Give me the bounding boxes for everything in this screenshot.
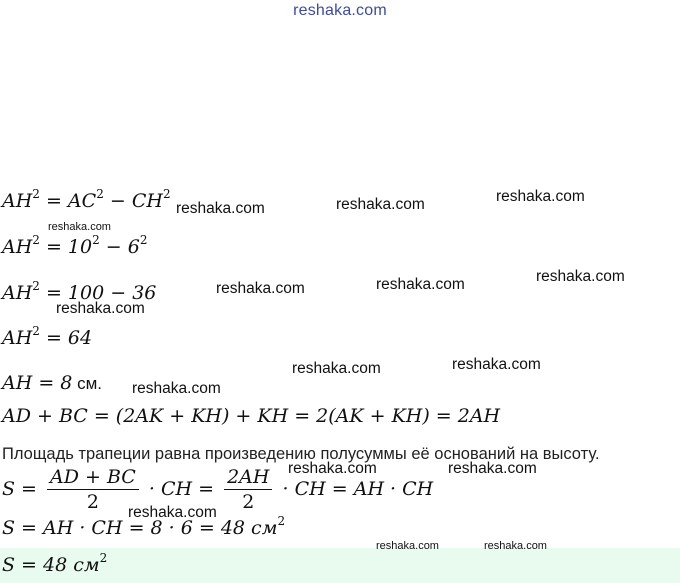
watermark: reshaka.com — [484, 540, 547, 552]
watermark: reshaka.com — [132, 380, 221, 397]
equation-line-5: AH = 8 см. — [2, 372, 103, 394]
equation-line-6: AD + BC = (2AK + KH) + KH = 2(AK + KH) = 2AH — [2, 405, 501, 427]
equation-line-3: $AH^2 = 100 - 36$ — [2, 279, 157, 304]
watermark: reshaka.com — [536, 268, 625, 285]
watermark: reshaka.com — [376, 276, 465, 293]
fraction-2ah: $\frac{2AH}{2}$ — [224, 466, 272, 514]
equation-line-8: S = AH · CH = 8 · 6 = 48 $см^2$ — [2, 514, 286, 539]
trapezoid-area-rule-text: Площадь трапеции равна произведению полусуммы её оснований на высоту. — [2, 445, 600, 463]
watermark: reshaka.com — [452, 356, 541, 373]
watermark: reshaka.com — [48, 221, 111, 233]
watermark: reshaka.com — [336, 196, 425, 213]
watermark: reshaka.com — [216, 280, 305, 297]
fraction-half-sum: $\frac{AD + BC}{2}$ — [47, 466, 139, 514]
watermark: reshaka.com — [448, 460, 537, 477]
watermark: reshaka.com — [128, 504, 217, 521]
equation-line-2: $AH^2 = 10^2 - 6^2$ — [2, 233, 148, 258]
equation-line-1: $AH^2 = AC^2 - CH^2$ — [2, 187, 171, 212]
equation-line-7: S = $\frac{AD + BC}{2}$ · CH = $\frac{2AH}{2}$ · CH = AH · CH — [2, 466, 434, 513]
watermark: reshaka.com — [496, 188, 585, 205]
watermark: reshaka.com — [376, 540, 439, 552]
watermark: reshaka.com — [56, 300, 145, 317]
watermark: reshaka.com — [176, 200, 265, 217]
final-answer-line: S = 48 $см^2$ — [2, 551, 108, 576]
site-logo[interactable]: reshaka.com — [293, 2, 387, 19]
watermark: reshaka.com — [292, 360, 381, 377]
watermark: reshaka.com — [288, 460, 377, 477]
equation-line-4: $AH^2 = 64$ — [2, 324, 93, 349]
